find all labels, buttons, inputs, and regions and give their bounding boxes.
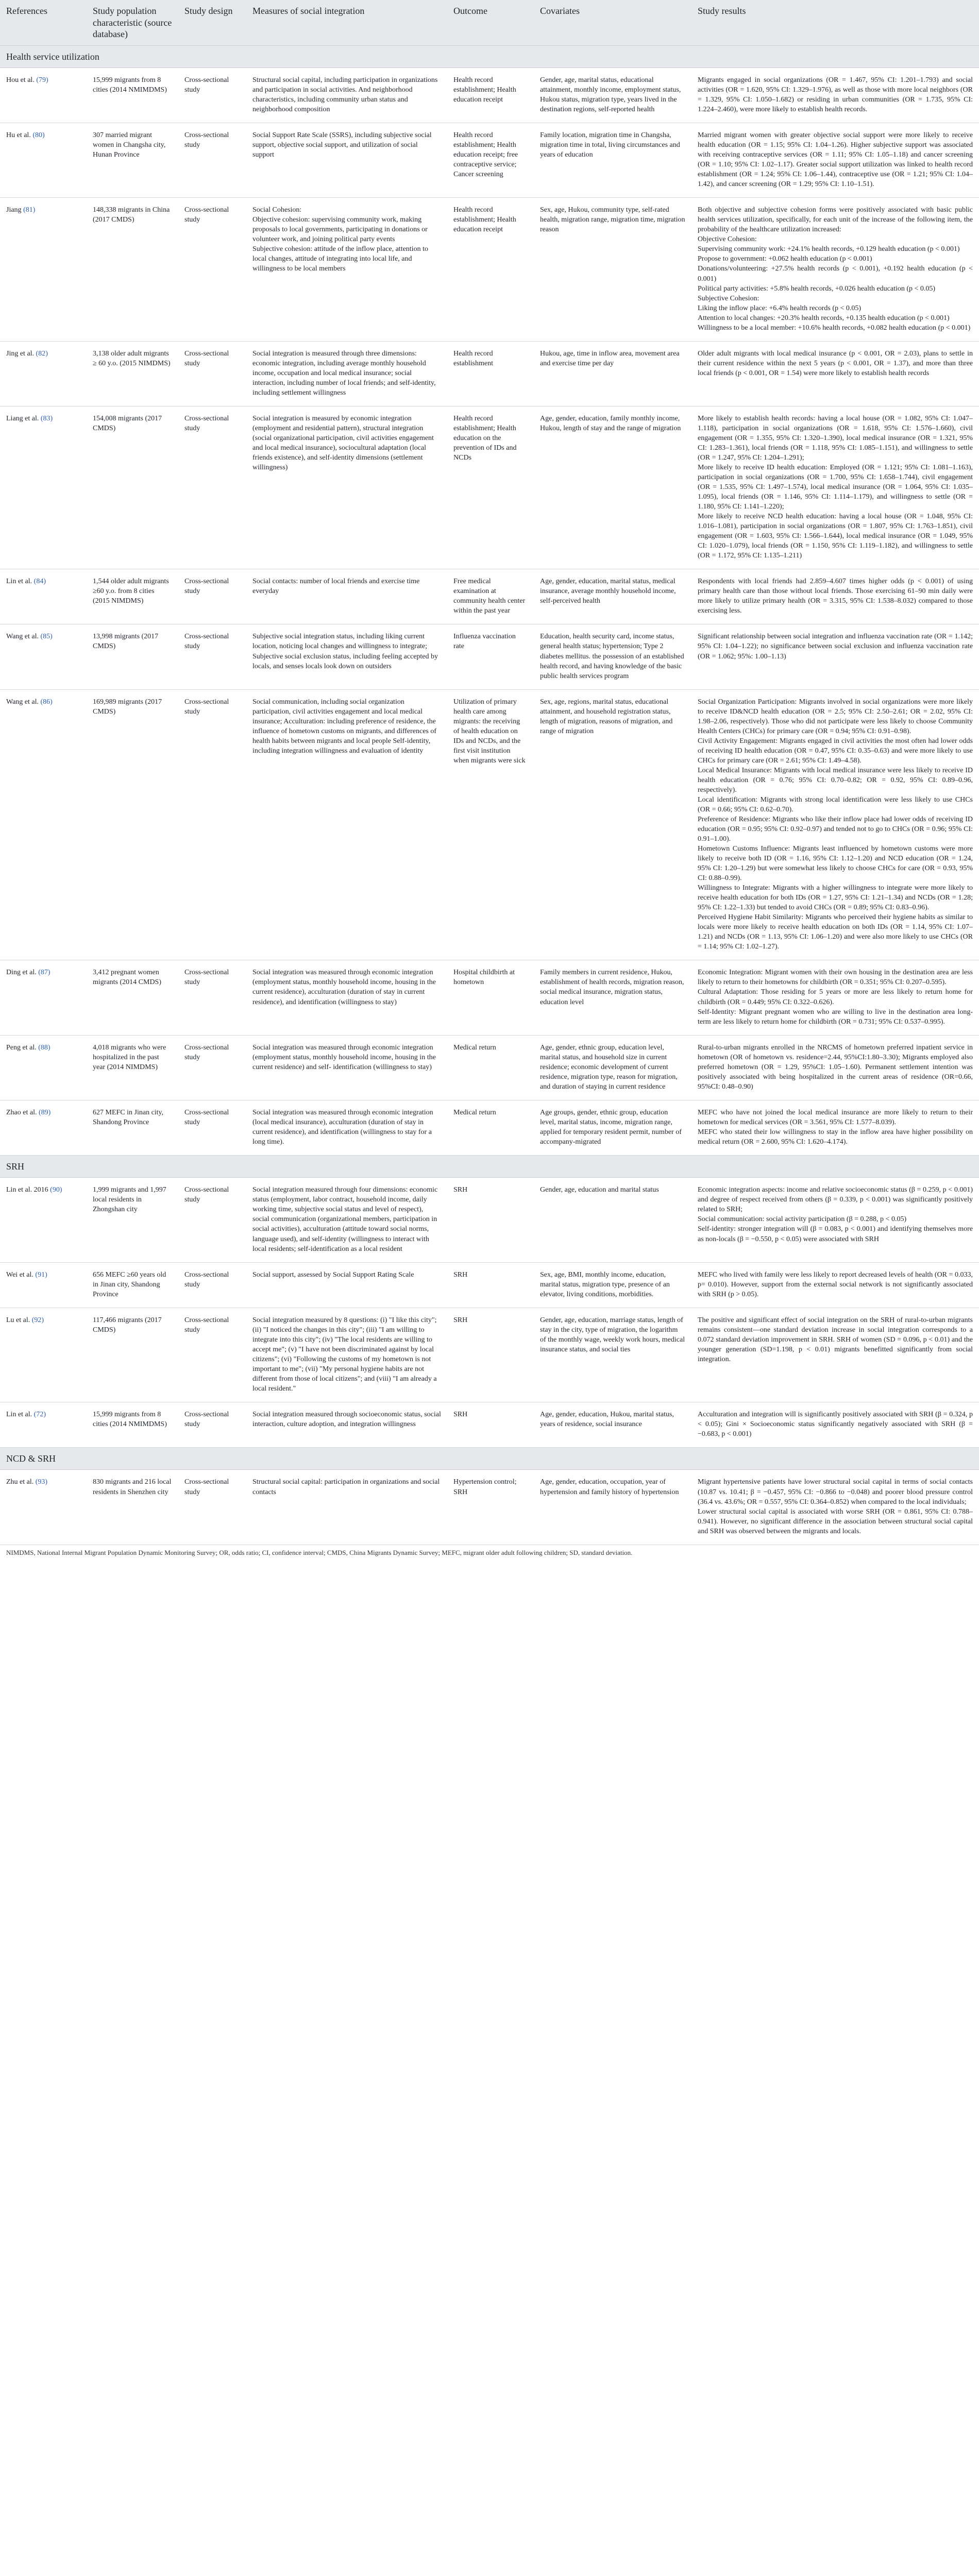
outcome-cell: SRH <box>447 1402 534 1447</box>
outcome-cell: SRH <box>447 1262 534 1308</box>
reference-author: Hou et al. <box>6 76 35 84</box>
table-row <box>0 1470 979 1545</box>
population-cell: 4,018 migrants who were hospitalized in the past year (2014 NIMDMS) <box>87 1035 178 1100</box>
measures-cell: Structural social capital, including participation in organizations and participation in social activities. And neighborhood characteristics, including community urban status and neighborhood composition <box>246 67 447 123</box>
population-cell: 15,999 migrants from 8 cities (2014 NMIMDMS) <box>87 67 178 123</box>
results-cell: Rural-to-urban migrants enrolled in the NRCMS of hometown preferred inpatient service in hometown (OR of hometown vs. residence=2.44, 95%CI:1.80–3.30); Migrants employed also preferred hometown (OR = 1.29, 95%CI: 1.05–1.60). Permanent settlement intention was positively associated with being hospitalized in the current areas of residence (OR=0.66, 95%CI: 0.48–0.90) <box>691 1035 979 1100</box>
outcome-cell: SRH <box>447 1178 534 1262</box>
design-cell: Cross-sectional study <box>178 1262 246 1308</box>
header-population: Study population characteristic (source database) <box>87 0 178 45</box>
reference-link[interactable]: (82) <box>36 349 48 358</box>
table-row <box>0 198 979 341</box>
section-title: SRH <box>0 1155 979 1177</box>
table-row <box>0 406 979 569</box>
covariates-cell: Hukou, age, time in inflow area, movement area and exercise time per day <box>534 341 691 406</box>
results-cell: MEFC who lived with family were less likely to report decreased levels of health (OR = 0.033, p= 0.010). However, support from the external social network is not significantly associated with SRH (p > 0.05). <box>691 1262 979 1308</box>
header-results: Study results <box>691 0 979 45</box>
covariates-cell: Age, gender, ethnic group, education level, marital status, and household size in current residence; economic development of current residence, migration type, reason for migration, and duration of staying in current residence <box>534 1035 691 1100</box>
reference-author: Ding et al. <box>6 969 37 977</box>
covariates-cell: Family members in current residence, Hukou, establishment of health records, migration reason, social medical insurance, migration status, education level <box>534 960 691 1035</box>
reference-author: Wang et al. <box>6 633 39 641</box>
design-cell: Cross-sectional study <box>178 1100 246 1155</box>
reference-author: Liang et al. <box>6 414 39 422</box>
reference-cell <box>0 1308 87 1402</box>
covariates-cell: Age, gender, education, marital status, medical insurance, average monthly household income, self-perceived health <box>534 569 691 624</box>
results-cell: Older adult migrants with local medical insurance (p < 0.001, OR = 2.03), plans to settle in their current residence within the next 5 years (p < 0.001, OR = 1.37), and more than three local friends (p < 0.001, OR = 1.54) were more likely to establish health records <box>691 341 979 406</box>
header-measures: Measures of social integration <box>246 0 447 45</box>
reference-cell <box>0 67 87 123</box>
table-row <box>0 1178 979 1262</box>
population-cell: 1,999 migrants and 1,997 local residents in Zhongshan city <box>87 1178 178 1262</box>
design-cell: Cross-sectional study <box>178 624 246 689</box>
section-header-row <box>0 45 979 67</box>
results-cell: Both objective and subjective cohesion forms were positively associated with basic public health services utilization, specifically, for each unit of the increase of the following item, the probability of the healthcare utilization increased: Objective Cohesion: Supervising community work: +24.1% health records, +0.129 health education (p < 0.001) Propose to government: +0.062 health education (p < 0.001) Donations/volunteering: +27.5% health records (p < 0.001), +0.192 health education (p < 0.001) Political party activities: +5.8% health records, +0.026 health education (p < 0.05) Subjective Cohesion: Liking the inflow place: +6.4% health records (p < 0.05) Attention to local changes: +20.3% health records, +0.135 health education (p < 0.001) Willingness to be a local member: +10.6% health records, +0.082 health education (p < 0.001) <box>691 198 979 341</box>
measures-cell: Social integration measured by 8 questions: (i) "I like this city"; (ii) "I noticed the changes in this city"; (iii) "I am willing to integrate into this city"; (iv) "The local residents are willing to accept me"; (v) "I have not been discriminated against by local citizens"; (vi) "Following the customs of my hometown is not important to me"; (vii) "My personal hygiene habits are not different from those of local citizens"; and (viii) "I am already a local resident." <box>246 1308 447 1402</box>
reference-cell <box>0 689 87 960</box>
outcome-cell: Free medical examination at community health center within the past year <box>447 569 534 624</box>
design-cell: Cross-sectional study <box>178 1308 246 1402</box>
reference-cell <box>0 569 87 624</box>
covariates-cell: Education, health security card, income status, general health status; hypertension; Type 2 diabetes mellitus. the possession of an established health record, and having knowledge of the basic public health services program <box>534 624 691 689</box>
design-cell: Cross-sectional study <box>178 1035 246 1100</box>
results-cell: MEFC who have not joined the local medical insurance are more likely to return to their hometown for medical services (OR = 3.561, 95% CI: 1.577–8.039). MEFC who stated their low willingness to stay in the inflow area have higher possibility on medical return (OR = 2.600, 95% CI: 1.620–4.174). <box>691 1100 979 1155</box>
reference-cell <box>0 406 87 569</box>
reference-link[interactable]: (92) <box>31 1316 44 1324</box>
population-cell: 117,466 migrants (2017 CMDS) <box>87 1308 178 1402</box>
design-cell: Cross-sectional study <box>178 406 246 569</box>
design-cell: Cross-sectional study <box>178 1178 246 1262</box>
reference-author: Wei et al. <box>6 1270 33 1279</box>
reference-link[interactable]: (81) <box>23 206 36 214</box>
measures-cell: Structural social capital: participation in organizations and social contacts <box>246 1470 447 1545</box>
covariates-cell: Age, gender, education, Hukou, marital status, years of residence, social insurance <box>534 1402 691 1447</box>
measures-cell: Social integration was measured through economic integration (employment status, monthly household income, housing in the current residence) and self- identification (willingness to stay) <box>246 1035 447 1100</box>
results-cell: More likely to establish health records: having a local house (OR = 1.082, 95% CI: 1.047–1.118), participation in social organizations (OR = 1.618, 95% CI: 1.576–1.660), civil engagement (OR = 1.355, 95% CI: 1.320–1.390), local medical insurance (OR = 1.321, 95% CI: 1.283–1.361), local friends (OR = 1.118, 95% CI: 1.085–1.151), and willingness to settle (OR = 1.247, 95% CI: 1.204–1.291); More likely to receive ID health education: Employed (OR = 1.121; 95% CI: 1.081–1.163), participation in social organizations (OR = 1.700, 95% CI: 1.658–1.744), civil engagement (OR = 1.535, 95% CI: 1.497–1.574), local medical insurance (OR = 1.064, 95% CI: 1.035–1.095), local friends (OR = 1.146, 95% CI: 1.114–1.179), and willingness to settle (OR = 1.180, 95% CI: 1.141–1.220); More likely to receive NCD health education: having a local house (OR = 1.048, 95% CI: 1.016–1.081), participation in social organizations (OR = 1.807, 95% CI: 1.763–1.851), civil engagement (OR = 1.603, 95% CI: 1.566–1.644), local medical insurance (OR = 1.049, 95% CI: 1.020–1.079), local friends (OR = 1.150, 95% CI: 1.119–1.182), and willingness to settle (OR = 1.172, 95% CI: 1.135–1.211) <box>691 406 979 569</box>
reference-link[interactable]: (93) <box>35 1478 48 1486</box>
section-title: NCD & SRH <box>0 1448 979 1470</box>
reference-link[interactable]: (84) <box>33 578 46 586</box>
covariates-cell: Gender, age, education, marriage status, length of stay in the city, type of migration, the logarithm of the monthly wage, weekly work hours, medical insurance status, and social ties <box>534 1308 691 1402</box>
reference-author: Peng et al. <box>6 1043 37 1052</box>
reference-author: Jiang <box>6 206 22 214</box>
reference-link[interactable]: (83) <box>40 414 53 422</box>
table-footnote: NIMDMS, National Internal Migrant Population Dynamic Monitoring Survey; OR, odds ratio; CI, confidence interval; CMDS, China Migrants Dynamic Survey; MEFC, migrant older adult following children; SD, standard deviation. <box>6 1548 633 1556</box>
design-cell: Cross-sectional study <box>178 198 246 341</box>
results-cell: Migrant hypertensive patients have lower structural social capital in terms of social contacts (10.87 vs. 10.41; β = −0.457, 95% CI: −0.866 to −0.048) and poorer blood pressure control (36.4 vs. 43.6%; OR = 0.557, 95% CI: 0.364–0.852) when compared to the local individuals; Lower structural social capital is associated with worse SRH (OR = 0.861, 95% CI: 0.788–0.941). However, no significant difference in the association between structural social capital and SRH was observed between the migrants and locals. <box>691 1470 979 1545</box>
outcome-cell: Health record establishment <box>447 341 534 406</box>
population-cell: 3,138 older adult migrants ≥ 60 y.o. (2015 NIMDMS) <box>87 341 178 406</box>
reference-cell <box>0 1470 87 1545</box>
table-row <box>0 1035 979 1100</box>
reference-cell <box>0 1035 87 1100</box>
outcome-cell: Health record establishment; Health education on the prevention of IDs and NCDs <box>447 406 534 569</box>
table-row <box>0 1402 979 1447</box>
design-cell: Cross-sectional study <box>178 569 246 624</box>
population-cell: 148,338 migrants in China (2017 CMDS) <box>87 198 178 341</box>
table-body <box>0 45 979 1545</box>
covariates-cell: Sex, age, Hukou, community type, self-rated health, migration range, migration time, migration reason <box>534 198 691 341</box>
outcome-cell: Health record establishment; Health education receipt; free contraceptive service; Cancer screening <box>447 123 534 198</box>
reference-link[interactable]: (79) <box>36 76 48 84</box>
design-cell: Cross-sectional study <box>178 689 246 960</box>
reference-link[interactable]: (85) <box>40 633 53 641</box>
reference-link[interactable]: (91) <box>35 1270 47 1279</box>
reference-author: Hu et al. <box>6 131 31 140</box>
table-row <box>0 689 979 960</box>
results-cell: Migrants engaged in social organizations (OR = 1.467, 95% CI: 1.201–1.793) and social activities (OR = 1.620, 95% CI: 1.329–1.976), as well as those with more local neighbors (OR = 1.329, 95% CI: 1.050–1.682) or residing in urban communities (OR = 1.735, 95% CI: 1.224–2.460), were more likely to establish health records. <box>691 67 979 123</box>
outcome-cell: SRH <box>447 1308 534 1402</box>
measures-cell: Social communication, including social organization participation, civil activities engagement and local medical insurance; Acculturation: including preference of residence, the influence of hometown customs on migrants, and differences of health habits between migrants and local people Self-identity, including integration willingness and evaluation of identity <box>246 689 447 960</box>
reference-author: Lin et al. <box>6 1410 32 1418</box>
outcome-cell: Medical return <box>447 1035 534 1100</box>
measures-cell: Social Support Rate Scale (SSRS), including subjective social support, objective social support, and utilization of social support <box>246 123 447 198</box>
population-cell: 307 married migrant women in Changsha city, Hunan Province <box>87 123 178 198</box>
population-cell: 169,989 migrants (2017 CMDS) <box>87 689 178 960</box>
outcome-cell: Hospital childbirth at hometown <box>447 960 534 1035</box>
population-cell: 15,999 migrants from 8 cities (2014 NMIMDMS) <box>87 1402 178 1447</box>
header-covariates: Covariates <box>534 0 691 45</box>
population-cell: 3,412 pregnant women migrants (2014 CMDS) <box>87 960 178 1035</box>
covariates-cell: Sex, age, regions, marital status, educational attainment, and household registration status, length of migration, reasons of migration, and range of migration <box>534 689 691 960</box>
table-header-row <box>0 0 979 45</box>
reference-cell <box>0 123 87 198</box>
reference-author: Lin et al. 2016 <box>6 1186 48 1194</box>
outcome-cell: Utilization of primary health care among migrants: the receiving of health education on IDs and NCDs, and the first visit institution when migrants were sick <box>447 689 534 960</box>
reference-link[interactable]: (88) <box>38 1043 50 1052</box>
table-row <box>0 123 979 198</box>
reference-link[interactable]: (86) <box>40 698 53 706</box>
table-row <box>0 1100 979 1155</box>
design-cell: Cross-sectional study <box>178 67 246 123</box>
outcome-cell: Influenza vaccination rate <box>447 624 534 689</box>
reference-cell <box>0 1262 87 1308</box>
outcome-cell: Medical return <box>447 1100 534 1155</box>
reference-author: Zhu et al. <box>6 1478 34 1486</box>
results-cell: Married migrant women with greater objective social support were more likely to receive health education (OR = 1.15; 95% CI: 1.04–1.26). Higher subjective support was associated with receiving contraceptive services (OR = 1.11; 95% CI: 1.05–1.18) and cancer screening (OR = 1.10; 95% CI: 1.02–1.17). Greater social support utilization was linked to health record establishment (OR = 1.24; 95% CI: 1.06–1.44), contraceptive use (OR = 1.21; 95% CI: 1.04–1.42), and cancer screening (OR = 1.29; 95% CI: 1.10–1.51). <box>691 123 979 198</box>
reference-author: Wang et al. <box>6 698 39 706</box>
covariates-cell: Family location, migration time in Changsha, migration time in total, living circumstances and years of education <box>534 123 691 198</box>
header-outcome: Outcome <box>447 0 534 45</box>
reference-link[interactable]: (90) <box>50 1186 62 1194</box>
covariates-cell: Age, gender, education, family monthly income, Hukou, length of stay and the range of migration <box>534 406 691 569</box>
measures-cell: Social integration was measured through economic integration (employment status, monthly household income, housing in the current residence), acculturation (duration of stay in current residence), and identification (willingness to stay) <box>246 960 447 1035</box>
reference-author: Lu et al. <box>6 1316 30 1324</box>
covariates-cell: Gender, age, marital status, educational attainment, monthly income, employment status, Hukou status, migration type, years lived in the destination regions, self-reported health <box>534 67 691 123</box>
design-cell: Cross-sectional study <box>178 341 246 406</box>
measures-cell: Social Cohesion: Objective cohesion: supervising community work, making proposals to local governments, participating in donations or volunteer work, and joining political party events Subjective cohesion: attitude of the inflow place, attention to local changes, attitude of integrating into local life, and willingness to be local members <box>246 198 447 341</box>
measures-cell: Subjective social integration status, including liking current location, noticing local changes and willingness to integrate; Subjective social exclusion status, including feeling accepted by locals, and senses locals look down on outsiders <box>246 624 447 689</box>
table-row <box>0 624 979 689</box>
reference-link[interactable]: (87) <box>38 969 50 977</box>
header-references: References <box>0 0 87 45</box>
reference-author: Jing et al. <box>6 349 35 358</box>
section-header-row <box>0 1155 979 1177</box>
reference-cell <box>0 341 87 406</box>
population-cell: 656 MEFC ≥60 years old in Jinan city, Shandong Province <box>87 1262 178 1308</box>
covariates-cell: Age groups, gender, ethnic group, education level, marital status, income, migration range, applied for temporary resident permit, number of accompany-migrated <box>534 1100 691 1155</box>
design-cell: Cross-sectional study <box>178 1402 246 1447</box>
results-cell: Social Organization Participation: Migrants involved in social organizations were more likely to receive ID&NCD health education (OR = 2.5; 95% CI: 2.50–2.61; OR = 2.02, 95% CI: 1.98–2.06, respectively). Those who did not participate were less likely to choose Community Health Centers (CHCs) for primary care (OR = 0.94; 95% CI: 0.91–0.98). Civil Activity Engagement: Migrants engaged in civil activities the most often had lower odds of receiving ID health education (OR = 0.47, 95% CI: 0.35–0.63) and were more likely to use CHCs for primary care (OR = 2.61; 95% CI: 1.49–4.58). Local Medical Insurance: Migrants with local medical insurance were less likely to receive ID health education (OR = 0.76; 95% CI: 0.70–0.82; OR = 0.92, 95% CI: 0.89–0.96, respectively). Local identification: Migrants with strong local identification were less likely to use CHCs (OR = 0.66; 95% CI: 0.62–0.70). Preference of Residence: Migrants who like their inflow place had lower odds of receiving ID education (OR = 0.95; 95% CI: 0.92–0.97) and tended not to go to CHCs (OR = 0.96; 95% CI: 0.91–1.00). Hometown Customs Influence: Migrants least influenced by hometown customs were more likely to receive both ID (OR = 1.16, 95% CI: 1.12–1.20) and NCD education (OR = 1.24, 95% CI: 1.20–1.29) but were somewhat less likely to choose CHCs for care (OR = 0.93, 95% CI: 0.88–0.99). Willingness to Integrate: Migrants with a higher willingness to integrate were more likely to receive health education for both IDs (OR = 1.27, 95% CI: 1.21–1.34) and NCDs (OR = 1.28; 95% CI: 1.22–1.33) but tended to avoid CHCs (OR = 0.89; 95% CI: 0.83–0.96). Perceived Hygiene Habit Similarity: Migrants who perceived their hygiene habits as similar to locals were more likely to receive health education on both IDs (OR = 1.14, 95% CI: 1.07–1.21) and NCDs (OR = 1.13, 95% CI: 1.06–1.20) and were also more likely to use CHCs (OR = 1.14; 95% CI: 1.02–1.27). <box>691 689 979 960</box>
reference-cell <box>0 1100 87 1155</box>
population-cell: 154,008 migrants (2017 CMDS) <box>87 406 178 569</box>
population-cell: 13,998 migrants (2017 CMDS) <box>87 624 178 689</box>
outcome-cell: Hypertension control; SRH <box>447 1470 534 1545</box>
results-cell: The positive and significant effect of social integration on the SRH of rural-to-urban migrants remains consistent—one standard deviation increase in social integration corresponds to a 0.072 standard deviation improvement in SRH. SRH of women (SD = 0.096, p < 0.01) and the younger generation (SD=1.198, p < 0.01) migrants benefitted significantly from social integration. <box>691 1308 979 1402</box>
section-title: Health service utilization <box>0 45 979 67</box>
reference-link[interactable]: (89) <box>38 1108 51 1116</box>
population-cell: 1,544 older adult migrants ≥60 y.o. from 8 cities (2015 NIMDMS) <box>87 569 178 624</box>
design-cell: Cross-sectional study <box>178 1470 246 1545</box>
population-cell: 627 MEFC in Jinan city, Shandong Province <box>87 1100 178 1155</box>
measures-cell: Social support, assessed by Social Support Rating Scale <box>246 1262 447 1308</box>
results-cell: Significant relationship between social integration and influenza vaccination rate (OR = 1.142; 95% CI: 1.04–1.22); no significance between social exclusion and influenza vaccination rate (OR = 1.062; 95%: 1.00–1.13) <box>691 624 979 689</box>
design-cell: Cross-sectional study <box>178 960 246 1035</box>
section-header-row <box>0 1448 979 1470</box>
reference-author: Lin et al. <box>6 578 32 586</box>
covariates-cell: Age, gender, education, occupation, year of hypertension and family history of hypertension <box>534 1470 691 1545</box>
table-row <box>0 960 979 1035</box>
results-cell: Economic Integration: Migrant women with their own housing in the destination area are less likely to return to their hometowns for childbirth (OR = 0.351; 95% CI: 0.207–0.595). Cultural Adaptation: Those residing for 5 years or more are less likely to return home for childbirth (OR = 0.449; 95% CI: 0.322–0.626). Self-Identity: Migrant pregnant women who are willing to live in the destination area long-term are less likely to return home for childbirth (OR = 0.731; 95% CI: 0.537–0.995). <box>691 960 979 1035</box>
results-cell: Respondents with local friends had 2.859–4.607 times higher odds (p < 0.001) of using primary health care than those without local friends. Those exercising 61–90 min daily were more likely to utilize primary health (OR = 3.315, 95% CI: 1.538–8.032) compared to those exercising less. <box>691 569 979 624</box>
table-row <box>0 1308 979 1402</box>
measures-cell: Social integration measured through four dimensions: economic status (employment, labor contract, household income, daily working time, subjective social status and level of respect), social communication (organizational members, participation in social activities), acculturation (attitude toward social norms, language used), and self-identity (willingness to interact with local residents; self-identification as a local resident <box>246 1178 447 1262</box>
reference-author: Zhao et al. <box>6 1108 37 1116</box>
results-cell: Acculturation and integration will is significantly positively associated with SRH (β = 0.324, p < 0.05); Gini × Socioeconomic status significantly negatively associated with SRH (β = −0.683, p < 0.001) <box>691 1402 979 1447</box>
population-cell: 830 migrants and 216 local residents in Shenzhen city <box>87 1470 178 1545</box>
covariates-cell: Gender, age, education and marital status <box>534 1178 691 1262</box>
measures-cell: Social integration is measured through three dimensions: economic integration, including average monthly household income, occupation and local medical insurance; social interaction, including number of local friends; and self-identity, including settlement willingness <box>246 341 447 406</box>
outcome-cell: Health record establishment; Health education receipt <box>447 67 534 123</box>
table-row <box>0 1262 979 1308</box>
outcome-cell: Health record establishment; Health education receipt <box>447 198 534 341</box>
header-design: Study design <box>178 0 246 45</box>
covariates-cell: Sex, age, BMI, monthly income, education, marital status, migration type, presence of an elevator, living conditions, morbidities. <box>534 1262 691 1308</box>
reference-cell <box>0 1178 87 1262</box>
table-row <box>0 569 979 624</box>
measures-cell: Social contacts: number of local friends and exercise time everyday <box>246 569 447 624</box>
measures-cell: Social integration was measured through economic integration (local medical insurance), acculturation (duration of stay in current residence), and identification (willingness to stay for a long time). <box>246 1100 447 1155</box>
results-cell: Economic integration aspects: income and relative socioeconomic status (β = 0.259, p < 0.001) and degree of respect received from others (β = 0.339, p < 0.001) was significantly positively related to SRH; Social communication: social activity participation (β = 0.288, p < 0.05) Self-identity: stronger integration will (β = 0.083, p < 0.001) and identifying themselves more as non-locals (β = −0.550, p < 0.05) were associated with SRH <box>691 1178 979 1262</box>
design-cell: Cross-sectional study <box>178 123 246 198</box>
reference-link[interactable]: (80) <box>32 131 45 140</box>
reference-cell <box>0 624 87 689</box>
reference-cell <box>0 960 87 1035</box>
table-row <box>0 67 979 123</box>
reference-cell <box>0 1402 87 1447</box>
measures-cell: Social integration measured through socioeconomic status, social interaction, culture adoption, and integration willingness <box>246 1402 447 1447</box>
table-row <box>0 341 979 406</box>
reference-link[interactable]: (72) <box>33 1410 46 1418</box>
measures-cell: Social integration is measured by economic integration (employment and residential pattern), structural integration (social organizational participation, civil activities engagement and local medical insurance), sociocultural adaptation (local friends existence), and self-identity dimensions (settlement willingness) <box>246 406 447 569</box>
reference-cell <box>0 198 87 341</box>
